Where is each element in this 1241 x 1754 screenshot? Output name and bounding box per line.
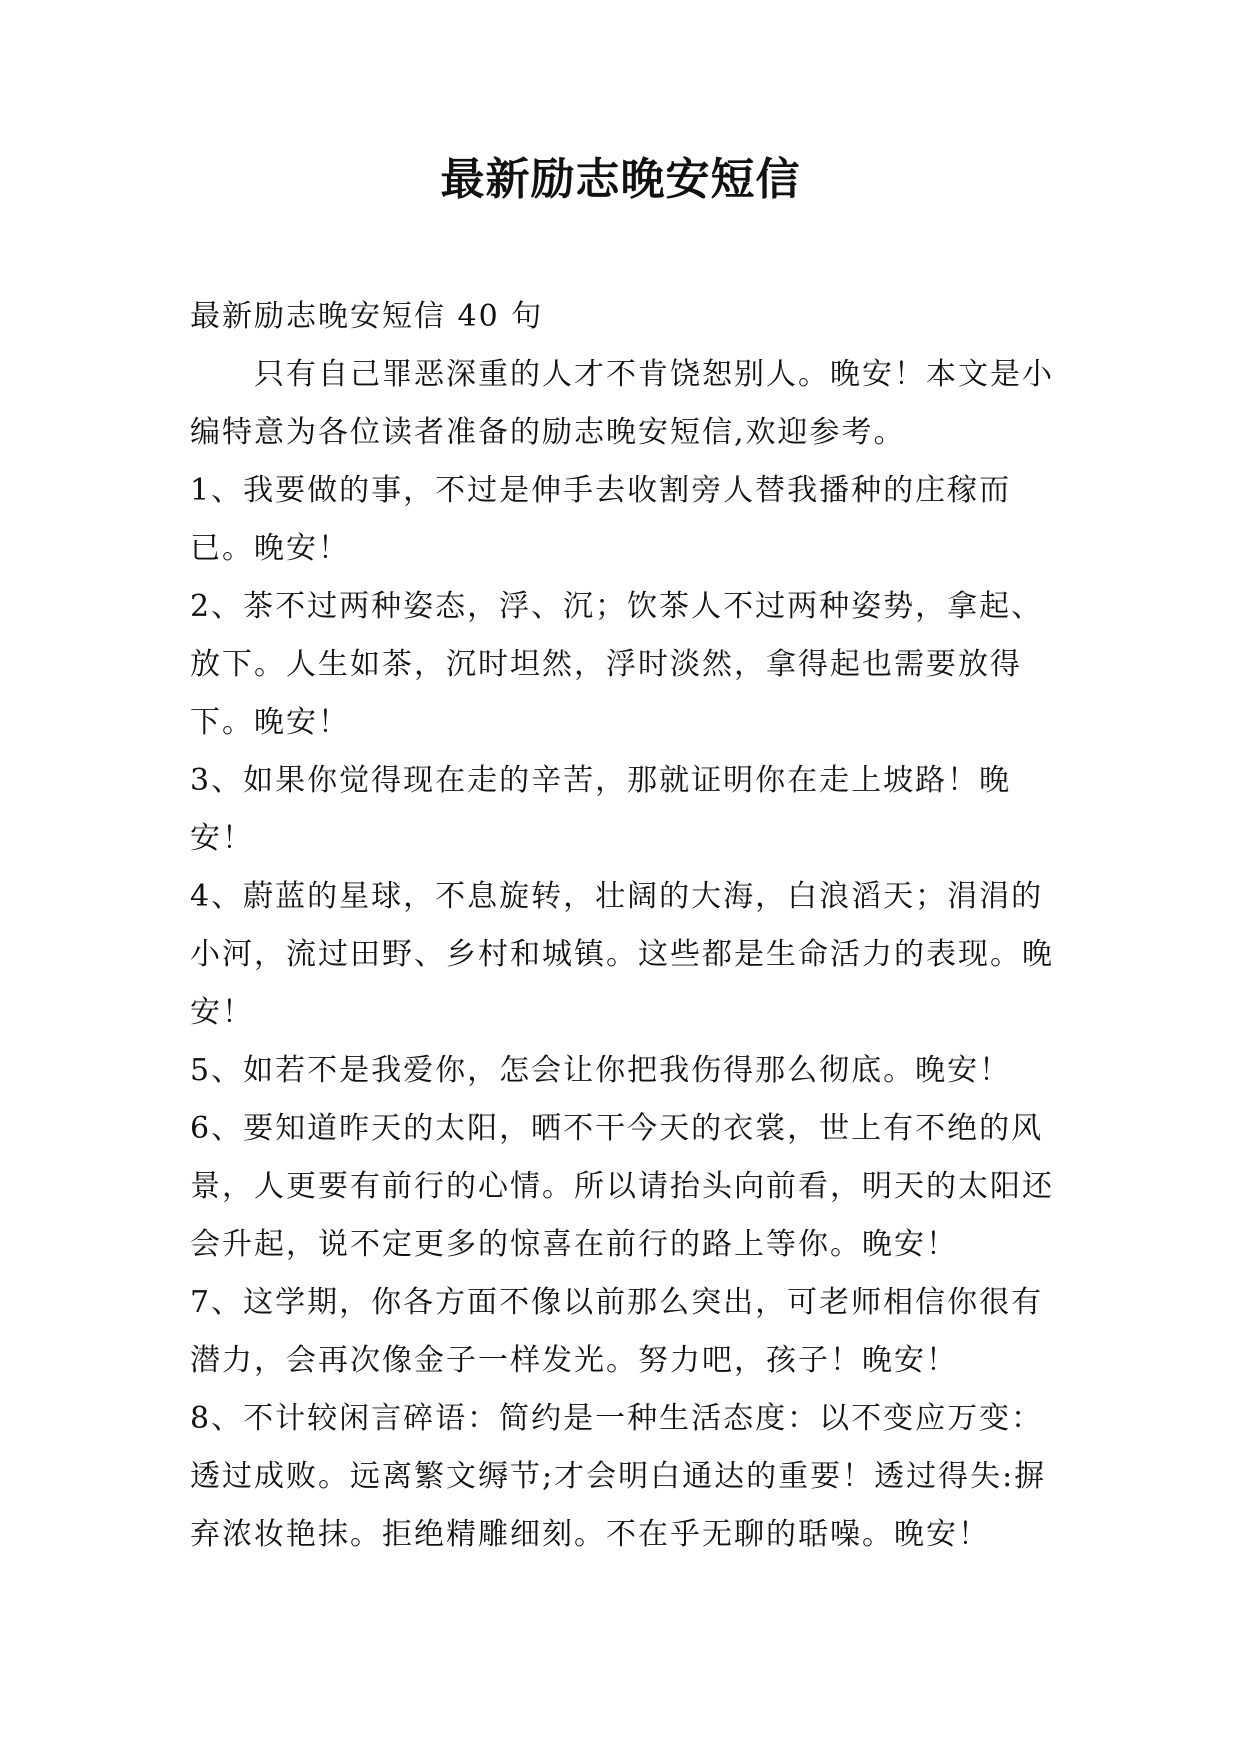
list-item: 8、不计较闲言碎语：简约是一种生活态度：以不变应万变：透过成败。远离繁文缛节;才会明白通达的重要！透过得失:摒弃浓妆艳抹。拒绝精雕细刻。不在乎无聊的聒噪。晚安！ xyxy=(190,1401,1047,1552)
document-subtitle: 最新励志晚安短信 40 句 xyxy=(190,299,544,334)
document-title: 最新励志晚安短信 xyxy=(440,154,801,205)
list-item: 4、蔚蓝的星球，不息旋转，壮阔的大海，白浪滔天；涓涓的小河，流过田野、乡村和城镇。这些都是生命活力的表现。晚安！ xyxy=(190,879,1054,1030)
document-body xyxy=(190,288,1060,1564)
list-item: 5、如若不是我爱你，怎会让你把我伤得那么彻底。晚安！ xyxy=(190,1053,1012,1088)
list-item: 7、这学期，你各方面不像以前那么突出，可老师相信你很有潜力，会再次像金子一样发光。努力吧，孩子！晚安！ xyxy=(190,1285,1044,1378)
list-item: 6、要知道昨天的太阳，晒不干今天的衣裳，世上有不绝的风景，人更要有前行的心情。所以请抬头向前看，明天的太阳还会升起，说不定更多的惊喜在前行的路上等你。晚安！ xyxy=(190,1111,1054,1262)
intro-paragraph: 只有自己罪恶深重的人才不肯饶恕别人。晚安！本文是小编特意为各位读者准备的励志晚安短信,欢迎参考。 xyxy=(190,357,1054,450)
list-item: 3、如果你觉得现在走的辛苦，那就证明你在走上坡路！晚安！ xyxy=(190,763,1012,856)
list-item: 2、茶不过两种姿态，浮、沉；饮茶人不过两种姿势，拿起、放下。人生如茶，沉时坦然，浮时淡然，拿得起也需要放得下。晚安！ xyxy=(190,589,1044,740)
list-item: 1、我要做的事，不过是伸手去收割旁人替我播种的庄稼而已。晚安！ xyxy=(190,473,1012,566)
